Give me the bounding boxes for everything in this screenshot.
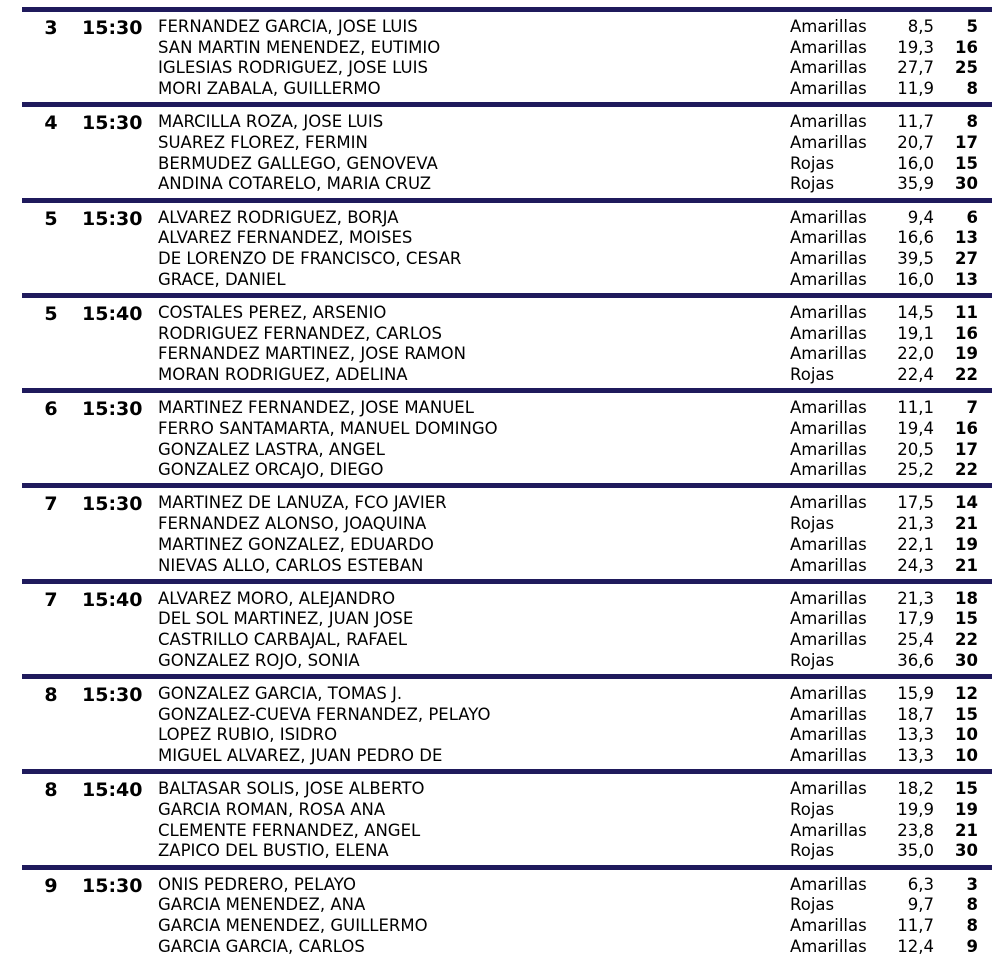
- player-playing-handicap: 10: [955, 725, 978, 745]
- group-divider: [22, 579, 992, 584]
- player-tee: Amarillas: [790, 207, 867, 227]
- player-handicap: 25,4: [897, 630, 934, 650]
- player-handicap: 20,5: [897, 439, 934, 459]
- player-row: [158, 684, 992, 705]
- player-tee: Amarillas: [790, 588, 867, 608]
- tee-time: 15:30: [82, 684, 143, 707]
- player-handicap: 11,7: [897, 112, 934, 132]
- tee-group: [22, 579, 992, 674]
- player-name: ALVAREZ RODRIGUEZ, BORJA: [158, 207, 399, 227]
- player-playing-handicap: 15: [955, 704, 978, 724]
- tee-group: [22, 7, 992, 102]
- player-handicap: 9,4: [907, 207, 934, 227]
- player-tee: Amarillas: [790, 269, 867, 289]
- player-playing-handicap: 17: [955, 439, 978, 459]
- player-name: GARCIA ROMAN, ROSA ANA: [158, 800, 386, 820]
- players-list: [158, 875, 992, 958]
- player-row: [158, 228, 992, 249]
- player-row: [158, 174, 992, 195]
- player-row: [158, 821, 992, 842]
- player-name: COSTALES PEREZ, ARSENIO: [158, 302, 387, 322]
- player-playing-handicap: 13: [955, 228, 978, 248]
- players-list: [158, 303, 992, 386]
- player-row: [158, 303, 992, 324]
- player-handicap: 18,7: [897, 704, 934, 724]
- player-tee: Rojas: [790, 364, 835, 384]
- player-name: GONZALEZ GARCIA, TOMAS J.: [158, 684, 403, 704]
- player-row: [158, 800, 992, 821]
- player-playing-handicap: 10: [955, 746, 978, 766]
- player-row: [158, 344, 992, 365]
- player-playing-handicap: 7: [966, 398, 978, 418]
- player-name: CASTRILLO CARBAJAL, RAFAEL: [158, 630, 408, 650]
- player-row: [158, 324, 992, 345]
- player-row: [158, 535, 992, 556]
- player-row: [158, 460, 992, 481]
- players-list: [158, 779, 992, 862]
- player-playing-handicap: 30: [955, 841, 978, 861]
- player-playing-handicap: 21: [955, 514, 978, 534]
- player-row: [158, 493, 992, 514]
- hole-number: 8: [44, 779, 58, 802]
- player-tee: Rojas: [790, 153, 835, 173]
- tee-group: [22, 388, 992, 483]
- tee-group: [22, 293, 992, 388]
- player-handicap: 22,1: [897, 534, 934, 554]
- player-tee: Amarillas: [790, 132, 867, 152]
- tee-group: [22, 865, 992, 960]
- player-handicap: 6,3: [907, 874, 934, 894]
- player-row: [158, 937, 992, 958]
- player-playing-handicap: 21: [955, 555, 978, 575]
- player-tee: Amarillas: [790, 323, 867, 343]
- player-playing-handicap: 18: [955, 588, 978, 608]
- player-name: RODRIGUEZ FERNANDEZ, CARLOS: [158, 323, 442, 343]
- tee-time: 15:30: [82, 17, 143, 39]
- player-row: [158, 916, 992, 937]
- tee-time: 15:30: [82, 874, 143, 897]
- player-tee: Amarillas: [790, 112, 867, 132]
- player-row: [158, 365, 992, 386]
- player-name: ALVAREZ FERNANDEZ, MOISES: [158, 228, 413, 248]
- player-name: GRACE, DANIEL: [158, 269, 286, 289]
- player-row: [158, 79, 992, 100]
- player-name: MORI ZABALA, GUILLERMO: [158, 79, 381, 99]
- player-name: GONZALEZ ROJO, SONIA: [158, 650, 360, 670]
- player-tee: Amarillas: [790, 725, 867, 745]
- player-tee: Amarillas: [790, 344, 867, 364]
- player-playing-handicap: 22: [955, 630, 978, 650]
- group-divider: [22, 388, 992, 393]
- player-name: ONIS PEDRERO, PELAYO: [158, 874, 356, 894]
- player-handicap: 13,3: [897, 725, 934, 745]
- player-handicap: 11,9: [897, 79, 934, 99]
- group-divider: [22, 769, 992, 774]
- player-tee: Amarillas: [790, 630, 867, 650]
- tee-time: 15:30: [82, 112, 143, 135]
- player-playing-handicap: 9: [966, 936, 978, 956]
- player-playing-handicap: 27: [955, 248, 978, 268]
- player-row: [158, 705, 992, 726]
- player-name: MARCILLA ROZA, JOSE LUIS: [158, 112, 384, 132]
- player-name: NIEVAS ALLO, CARLOS ESTEBAN: [158, 555, 424, 575]
- player-handicap: 16,0: [897, 153, 934, 173]
- group-divider: [22, 102, 992, 107]
- player-row: [158, 419, 992, 440]
- player-playing-handicap: 8: [966, 112, 978, 132]
- player-row: [158, 208, 992, 229]
- player-name: MORAN RODRIGUEZ, ADELINA: [158, 364, 408, 384]
- player-handicap: 23,8: [897, 820, 934, 840]
- player-playing-handicap: 22: [955, 364, 978, 384]
- players-list: [158, 398, 992, 481]
- player-handicap: 21,3: [897, 588, 934, 608]
- players-list: [158, 589, 992, 672]
- player-playing-handicap: 21: [955, 820, 978, 840]
- player-handicap: 16,6: [897, 228, 934, 248]
- player-handicap: 25,2: [897, 460, 934, 480]
- player-name: BALTASAR SOLIS, JOSE ALBERTO: [158, 779, 425, 799]
- player-handicap: 8,5: [907, 17, 934, 36]
- player-playing-handicap: 12: [955, 684, 978, 704]
- player-name: SAN MARTIN MENENDEZ, EUTIMIO: [158, 37, 441, 57]
- player-playing-handicap: 22: [955, 460, 978, 480]
- players-list: [158, 17, 992, 100]
- player-name: LOPEZ RUBIO, ISIDRO: [158, 725, 338, 745]
- tee-time: 15:40: [82, 588, 143, 611]
- tee-group: [22, 674, 992, 769]
- tee-time: 15:30: [82, 398, 143, 421]
- player-tee: Amarillas: [790, 684, 867, 704]
- player-row: [158, 514, 992, 535]
- player-row: [158, 651, 992, 672]
- group-divider: [22, 198, 992, 203]
- player-name: ANDINA COTARELO, MARIA CRUZ: [158, 174, 432, 194]
- player-handicap: 11,1: [897, 398, 934, 418]
- player-handicap: 19,4: [897, 418, 934, 438]
- player-name: ZAPICO DEL BUSTIO, ELENA: [158, 841, 389, 861]
- player-handicap: 27,7: [897, 58, 934, 78]
- player-handicap: 35,0: [897, 841, 934, 861]
- player-playing-handicap: 6: [966, 207, 978, 227]
- player-handicap: 17,9: [897, 609, 934, 629]
- player-tee: Amarillas: [790, 58, 867, 78]
- player-tee: Amarillas: [790, 936, 867, 956]
- player-playing-handicap: 11: [955, 302, 978, 322]
- player-playing-handicap: 14: [955, 493, 978, 513]
- player-tee: Rojas: [790, 174, 835, 194]
- hole-number: 8: [44, 684, 58, 707]
- tee-group: [22, 198, 992, 293]
- player-row: [158, 58, 992, 79]
- player-playing-handicap: 19: [955, 800, 978, 820]
- group-divider: [22, 7, 992, 12]
- hole-number: 3: [44, 17, 58, 39]
- player-name: MIGUEL ALVAREZ, JUAN PEDRO DE: [158, 746, 443, 766]
- player-playing-handicap: 30: [955, 650, 978, 670]
- player-tee: Amarillas: [790, 746, 867, 766]
- player-tee: Rojas: [790, 841, 835, 861]
- player-name: BERMUDEZ GALLEGO, GENOVEVA: [158, 153, 438, 173]
- player-row: [158, 249, 992, 270]
- player-playing-handicap: 15: [955, 609, 978, 629]
- player-name: FERNANDEZ GARCIA, JOSE LUIS: [158, 17, 418, 36]
- groups-list: [22, 7, 992, 960]
- player-row: [158, 746, 992, 767]
- player-name: FERNANDEZ ALONSO, JOAQUINA: [158, 514, 427, 534]
- players-list: [158, 493, 992, 576]
- player-row: [158, 38, 992, 59]
- player-row: [158, 589, 992, 610]
- player-tee: Amarillas: [790, 779, 867, 799]
- player-tee: Amarillas: [790, 534, 867, 554]
- player-tee: Amarillas: [790, 248, 867, 268]
- player-name: GONZALEZ-CUEVA FERNANDEZ, PELAYO: [158, 704, 491, 724]
- player-playing-handicap: 15: [955, 779, 978, 799]
- player-handicap: 13,3: [897, 746, 934, 766]
- player-row: [158, 133, 992, 154]
- player-tee: Amarillas: [790, 704, 867, 724]
- player-name: MARTINEZ GONZALEZ, EDUARDO: [158, 534, 434, 554]
- player-name: GARCIA MENENDEZ, ANA: [158, 895, 366, 915]
- player-handicap: 16,0: [897, 269, 934, 289]
- player-tee: Rojas: [790, 800, 835, 820]
- hole-number: 7: [44, 588, 58, 611]
- player-tee: Amarillas: [790, 302, 867, 322]
- hole-number: 7: [44, 493, 58, 516]
- player-playing-handicap: 16: [955, 323, 978, 343]
- player-handicap: 17,5: [897, 493, 934, 513]
- hole-number: 5: [44, 302, 58, 325]
- tee-group: [22, 483, 992, 578]
- player-playing-handicap: 16: [955, 37, 978, 57]
- player-row: [158, 17, 992, 38]
- player-handicap: 11,7: [897, 916, 934, 936]
- player-handicap: 22,4: [897, 364, 934, 384]
- player-name: GARCIA MENENDEZ, GUILLERMO: [158, 916, 428, 936]
- player-handicap: 15,9: [897, 684, 934, 704]
- player-row: [158, 154, 992, 175]
- tee-group: [22, 769, 992, 864]
- player-name: MARTINEZ FERNANDEZ, JOSE MANUEL: [158, 398, 474, 418]
- player-name: DE LORENZO DE FRANCISCO, CESAR: [158, 248, 462, 268]
- player-name: CLEMENTE FERNANDEZ, ANGEL: [158, 820, 421, 840]
- player-row: [158, 841, 992, 862]
- player-tee: Rojas: [790, 650, 835, 670]
- player-tee: Amarillas: [790, 439, 867, 459]
- player-playing-handicap: 19: [955, 534, 978, 554]
- player-handicap: 24,3: [897, 555, 934, 575]
- players-list: [158, 208, 992, 291]
- player-handicap: 19,3: [897, 37, 934, 57]
- player-tee: Rojas: [790, 514, 835, 534]
- player-name: GARCIA GARCIA, CARLOS: [158, 936, 365, 956]
- player-tee: Rojas: [790, 895, 835, 915]
- player-row: [158, 895, 992, 916]
- tee-group: [22, 102, 992, 197]
- player-handicap: 39,5: [897, 248, 934, 268]
- player-handicap: 20,7: [897, 132, 934, 152]
- hole-number: 6: [44, 398, 58, 421]
- player-playing-handicap: 30: [955, 174, 978, 194]
- player-name: IGLESIAS RODRIGUEZ, JOSE LUIS: [158, 58, 428, 78]
- player-handicap: 36,6: [897, 650, 934, 670]
- player-row: [158, 270, 992, 291]
- player-name: DEL SOL MARTINEZ, JUAN JOSE: [158, 609, 414, 629]
- player-playing-handicap: 19: [955, 344, 978, 364]
- player-tee: Amarillas: [790, 493, 867, 513]
- player-playing-handicap: 3: [966, 874, 978, 894]
- player-row: [158, 630, 992, 651]
- player-tee: Amarillas: [790, 79, 867, 99]
- player-row: [158, 779, 992, 800]
- group-divider: [22, 674, 992, 679]
- player-playing-handicap: 15: [955, 153, 978, 173]
- player-name: ALVAREZ MORO, ALEJANDRO: [158, 588, 396, 608]
- player-playing-handicap: 8: [966, 79, 978, 99]
- player-name: FERNANDEZ MARTINEZ, JOSE RAMON: [158, 344, 466, 364]
- player-handicap: 21,3: [897, 514, 934, 534]
- player-tee: Amarillas: [790, 228, 867, 248]
- player-playing-handicap: 16: [955, 418, 978, 438]
- player-name: GONZALEZ ORCAJO, DIEGO: [158, 460, 384, 480]
- tee-time: 15:40: [82, 779, 143, 802]
- hole-number: 9: [44, 874, 58, 897]
- tee-times-sheet: [22, 7, 992, 960]
- player-row: [158, 725, 992, 746]
- hole-number: 4: [44, 112, 58, 135]
- player-handicap: 18,2: [897, 779, 934, 799]
- player-name: GONZALEZ LASTRA, ANGEL: [158, 439, 385, 459]
- player-handicap: 9,7: [907, 895, 934, 915]
- player-tee: Amarillas: [790, 555, 867, 575]
- player-handicap: 22,0: [897, 344, 934, 364]
- player-tee: Amarillas: [790, 418, 867, 438]
- player-playing-handicap: 8: [966, 916, 978, 936]
- player-tee: Amarillas: [790, 460, 867, 480]
- player-tee: Amarillas: [790, 916, 867, 936]
- player-row: [158, 875, 992, 896]
- player-handicap: 19,1: [897, 323, 934, 343]
- player-row: [158, 112, 992, 133]
- group-divider: [22, 293, 992, 298]
- player-row: [158, 609, 992, 630]
- players-list: [158, 684, 992, 767]
- player-tee: Amarillas: [790, 820, 867, 840]
- player-handicap: 12,4: [897, 936, 934, 956]
- players-list: [158, 112, 992, 195]
- player-row: [158, 398, 992, 419]
- player-name: FERRO SANTAMARTA, MANUEL DOMINGO: [158, 418, 498, 438]
- player-tee: Amarillas: [790, 37, 867, 57]
- player-row: [158, 440, 992, 461]
- player-playing-handicap: 17: [955, 132, 978, 152]
- player-playing-handicap: 5: [966, 17, 978, 36]
- hole-number: 5: [44, 207, 58, 230]
- group-divider: [22, 865, 992, 870]
- player-handicap: 35,9: [897, 174, 934, 194]
- player-name: SUAREZ FLOREZ, FERMIN: [158, 132, 368, 152]
- tee-time: 15:40: [82, 302, 143, 325]
- player-name: MARTINEZ DE LANUZA, FCO JAVIER: [158, 493, 447, 513]
- player-tee: Amarillas: [790, 874, 867, 894]
- player-playing-handicap: 8: [966, 895, 978, 915]
- player-tee: Amarillas: [790, 398, 867, 418]
- tee-time: 15:30: [82, 207, 143, 230]
- player-handicap: 14,5: [897, 302, 934, 322]
- player-tee: Amarillas: [790, 17, 867, 36]
- player-tee: Amarillas: [790, 609, 867, 629]
- player-handicap: 19,9: [897, 800, 934, 820]
- player-row: [158, 556, 992, 577]
- player-playing-handicap: 25: [955, 58, 978, 78]
- tee-time: 15:30: [82, 493, 143, 516]
- group-divider: [22, 483, 992, 488]
- player-playing-handicap: 13: [955, 269, 978, 289]
